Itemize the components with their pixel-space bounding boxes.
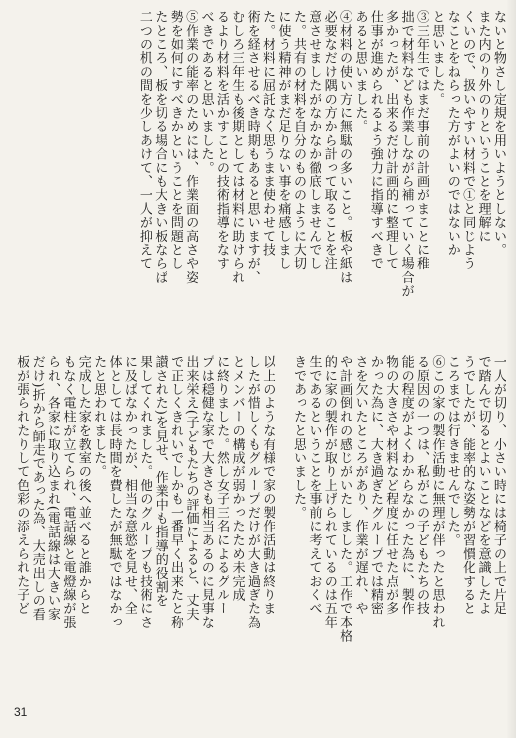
text-column: た。材料に屈託なく思うまま使わせて技 <box>260 10 276 257</box>
page-number: 31 <box>14 705 28 719</box>
text-column: 一人が切り、小さい時には椅子の上で片足 <box>491 355 506 616</box>
text-column: 生であるということを事前に考えておくべ <box>306 355 322 616</box>
text-column: ⑤作業の能率のためには、作業面の高さや姿 <box>183 10 199 284</box>
text-column: たと思われました。 <box>91 355 107 479</box>
text-column: ころまでは行きませんでした。 <box>444 355 460 547</box>
text-column: 必要なだけ隅の方から計って取ることを注 <box>321 10 337 271</box>
text-column: むしろ三年生も後期としては材料に助けられ <box>229 10 245 284</box>
text-column: 完成した家を教室の後へ並べると誰からと <box>75 355 91 616</box>
text-column: かった為に、大き過ぎたグループでは精密 <box>368 355 383 616</box>
text-column: 的に家の製作が取り上げられているのは五年 <box>321 355 337 629</box>
text-column: 多かったが、出来るだけ計画的に整理して <box>383 10 399 271</box>
text-column: 果してくれました。他のグループも技術にさ <box>137 355 153 629</box>
text-column: 体としては長時間を費したが無駄ではなかっ <box>106 355 122 629</box>
text-column: ③三年生ではまだ事前の計画がまことに稚 <box>414 10 430 271</box>
text-column: ないと物さし定規を用いようとしない。 <box>491 10 506 257</box>
text-column <box>275 355 290 697</box>
text-column: したが惜しくもグループだけが大き過ぎた為 <box>245 355 260 629</box>
text-column: 讃された)を見せ、作業中も指導的役割を <box>152 355 168 608</box>
text-column: とメンバーの構成が弱かったため未完成 <box>229 355 245 602</box>
text-column: 仕事が進められるよう強力に指導すべきで <box>367 10 383 271</box>
text-column: べきであると思いました。 <box>198 10 214 175</box>
text-column: 能の程度がよくわからなかった為に、製作 <box>398 355 414 616</box>
text-column: と思いました。 <box>429 10 445 106</box>
text-column: で踏んで切るとよいことなどを意識したよ <box>475 355 491 616</box>
text-column: あると思いました。 <box>352 10 368 134</box>
text-column: 拙で材料なども作業しながら補っていく場合が <box>398 10 414 298</box>
text-column: ④材料の使い方に無駄の多いこと。板や紙は <box>337 10 353 284</box>
text-column: るより材料を活かすことの技術指導をなす <box>213 10 229 271</box>
text-column: 術を経させるべき時期もあると思いますが、 <box>244 10 260 284</box>
text-column: もなく電柱が立てられ、電話線と電燈線が張 <box>60 355 76 629</box>
page-edge-shadow <box>506 0 516 738</box>
text-column: さを欠いたところがあり、作業が遅れ、や <box>352 355 368 616</box>
text-column: なことをねらった方がよいのではないか <box>444 10 460 257</box>
text-column: くいので、扱いやすい材料で①と同じよう <box>460 10 476 271</box>
text-column: 勢を如何にすべきかということを問題とし <box>167 10 183 271</box>
text-column: 物の大きさや材料など程度に任せた点が多 <box>383 355 399 616</box>
text-column: 出来栄え(子どもたちの評価によると、丈夫 <box>183 355 199 621</box>
text-column: に及ばなかったが、相当な意慾を見せ、全 <box>122 355 137 616</box>
lower-text-block <box>14 355 506 697</box>
text-column: プは穏健な家で大きさも相当あるのに見事な <box>198 355 214 629</box>
text-column: に使う精神がまだ足りない事を痛感しまし <box>275 10 291 271</box>
text-column: や計画倒れの感じがいたしました。工作で本格 <box>337 355 353 643</box>
text-column: られ、各家に取り込まれ(電話線は大きい家 <box>45 355 61 621</box>
text-column: だけ)折から師走であった為、大売出しの看 <box>29 355 45 621</box>
text-column: 以上のような有様で家の製作活動は終りま <box>260 355 276 616</box>
text-column: 板が張られたりして色彩の添えられた子ど <box>14 355 30 616</box>
text-column: たところ、板を切る場合にも大きい板ならば <box>152 10 168 284</box>
text-column: 二つの机の間を少しあけて、一人が抑えて <box>137 10 153 271</box>
text-column: で正しくきれいでしかも一番早く出来たと称 <box>168 355 184 629</box>
text-column: ⑥この家の製作活動に無理が伴ったと思われ <box>429 355 445 629</box>
text-column: うでしたが、能率的な姿勢が習慣化すると <box>460 355 476 616</box>
text-column: きであったと思いました。 <box>291 355 307 520</box>
text-column: また内のり外のりということを理解に <box>475 10 491 243</box>
text-column: に終りました。然し女子三名によるグルー <box>214 355 230 616</box>
text-column: 意させましたがなかなか徹底しませんでし <box>306 10 322 271</box>
upper-text-block <box>14 10 506 335</box>
text-column: る原因の一つは、私がこの子どもたちの技 <box>414 355 430 616</box>
text-column: た。共有の材料を自分のもののように大切 <box>290 10 306 271</box>
